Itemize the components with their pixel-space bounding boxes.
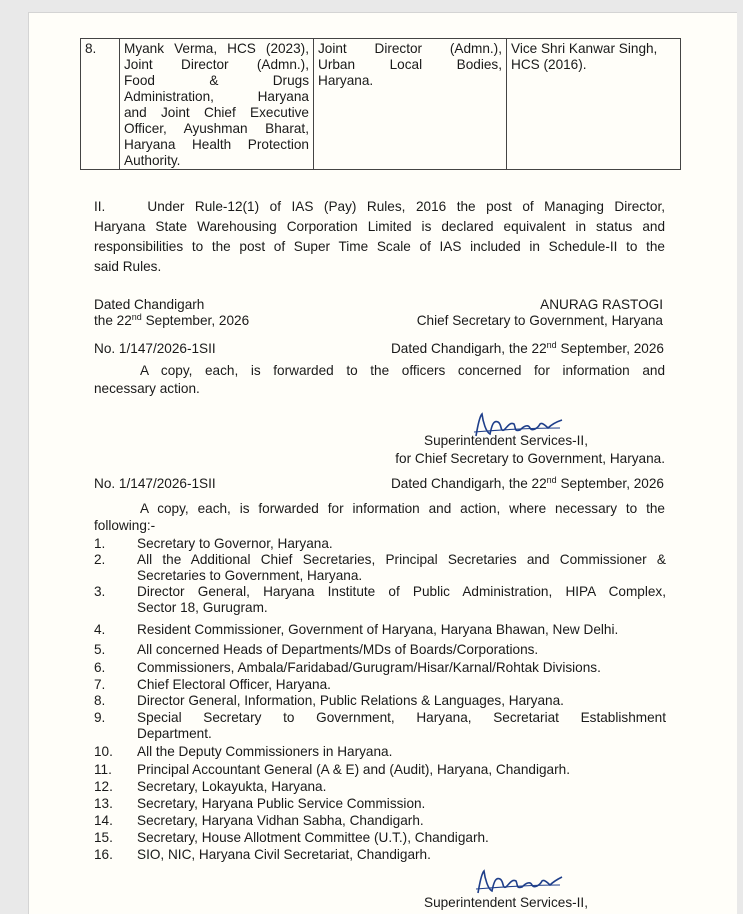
officer-line: Haryana Health Protection xyxy=(124,137,309,152)
serial-number: 8. xyxy=(85,41,97,56)
officer-line: Myank Verma, HCS (2023), xyxy=(124,41,309,56)
vice-line: HCS (2016). xyxy=(511,57,587,72)
paragraph-line: necessary action. xyxy=(94,381,200,396)
serial-cell xyxy=(81,39,120,170)
signatory-designation: Chief Secretary to Government, Haryana xyxy=(416,313,663,328)
officer-line: Joint Director (Admn.), xyxy=(124,57,309,72)
superintendent-line: Superintendent Services-II, xyxy=(424,433,588,448)
posted-line: Haryana. xyxy=(318,73,374,88)
endorsement-text xyxy=(94,500,665,534)
officer-line: Authority. xyxy=(124,153,181,168)
table-row xyxy=(81,39,681,170)
signature-icon xyxy=(470,867,566,897)
paragraph-line: A copy, each, is forwarded for information and action, where necessary to the xyxy=(140,501,665,516)
paragraph-line: following:- xyxy=(94,518,156,533)
officer-cell xyxy=(120,39,314,170)
signatory-name: ANURAG RASTOGI xyxy=(540,297,663,312)
paragraph-line: II. Under Rule-12(1) of IAS (Pay) Rules, 2016 the post of Managing Director, xyxy=(94,199,665,214)
for-chief-secretary-line: for Chief Secretary to Government, Haryana. xyxy=(395,451,665,466)
posted-line: Joint Director (Admn.), xyxy=(318,41,502,56)
endorsement-text xyxy=(94,362,665,398)
endorsement-date: Dated Chandigarh, the 22nd September, 2026 xyxy=(390,475,664,491)
endorsement-number: No. 1/147/2026-1SII xyxy=(94,341,216,356)
officer-line: Officer, Ayushman Bharat, xyxy=(124,121,309,136)
officer-line: Administration, Haryana xyxy=(124,89,309,104)
endorsement-number: No. 1/147/2026-1SII xyxy=(94,476,216,491)
paragraph-line: said Rules. xyxy=(94,259,162,274)
vice-cell xyxy=(507,39,681,170)
rule-paragraph xyxy=(94,197,665,277)
posted-line: Urban Local Bodies, xyxy=(318,57,502,72)
paragraph-line: A copy, each, is forwarded to the officers concerned for information and xyxy=(140,363,665,378)
dated-date: the 22nd September, 2026 xyxy=(94,312,250,328)
officer-line: Food & Drugs xyxy=(124,73,309,88)
officer-line: and Joint Chief Executive xyxy=(124,105,309,120)
dated-place: Dated Chandigarh xyxy=(94,297,205,312)
vice-line: Vice Shri Kanwar Singh, xyxy=(511,41,658,56)
endorsement-date: Dated Chandigarh, the 22nd September, 2026 xyxy=(390,340,664,356)
posted-cell xyxy=(314,39,507,170)
superintendent-line: Superintendent Services-II, xyxy=(424,895,588,910)
posting-table xyxy=(80,38,681,170)
paragraph-line: responsibilities to the post of Super Time Scale of IAS included in Schedule-II to the xyxy=(94,239,665,254)
document-content: 8. Myank Verma, HCS (2023), Joint Director (Admn.), Food & Drugs Administration, Haryana and Joint Chief Executive Officer, Ayushman Bharat, Haryana Health Protection Authority. Joint Director (Admn.), Urban Local Bodies, Haryana. Vice Shri Kanwar Singh, HCS (2016). II. Under Rule-12(1) of IAS (Pay) Rules, 2016 the post of Managing Director, Haryana State Warehousing Corporation Limited is declared equivalent in status and responsibilities to the post of Super Time Scale of IAS included in Schedule-II to the said Rules. Dated Chandigarh the 22nd September, 2026 ANURAG RASTOGI Chief Secretary to Government, Haryana No. 1/147/2026-1SII Dated Chandigarh, the 22nd September, 2026 A copy, each, is forwarded to the officers concerned for information and necessary action. Superintendent Services-II, for Chief Secretary to Government, Haryana. No. 1/147/2026-1SII Dated Chandigarh, the 22nd September, 2026 A copy, each, is forwarded for information and action, where necessary to the following:- 1. Secretary to Governor, Haryana. 2. All the Additional Chief Secretaries, Principal Secretaries and Commissioner & Secretaries to Government, Haryana. 3. Director General, Haryana Institute of Public Administration, HIPA Complex, Sector 18, Gurugram. 4. Resident Commissioner, Government of Haryana, Haryana Bhawan, New Delhi. 5. All concerned Heads of Departments/MDs of Boards/Corporations. 6. Commissioners, Ambala/Faridabad/Gurugram/Hisar/Karnal/Rohtak Divisions. 7. Chief Electoral Officer, Haryana. 8. Director General, Information, Public Relations & Languages, Haryana. 9. Special Secretary to Government, Haryana, Secretariat Establishment Department. 10. All the Deputy Commissioners in Haryana. 11. Principal Accountant General (A & E) and (Audit), Haryana, Chandigarh. 12. Secretary, Lokayukta, Haryana. 13. Secretary, Haryana Public Service Commission. 14. Secretary, Haryana Vidhan Sabha, Chandigarh. 15. Secretary, House Allotment Committee (U.T.), Chandigarh. 16. SIO, NIC, Haryana Civil Secretariat, Chandigarh. Superintendent Services-II, xyxy=(0,0,743,913)
paragraph-line: Haryana State Warehousing Corporation Limited is declared equivalent in status and xyxy=(94,219,665,234)
